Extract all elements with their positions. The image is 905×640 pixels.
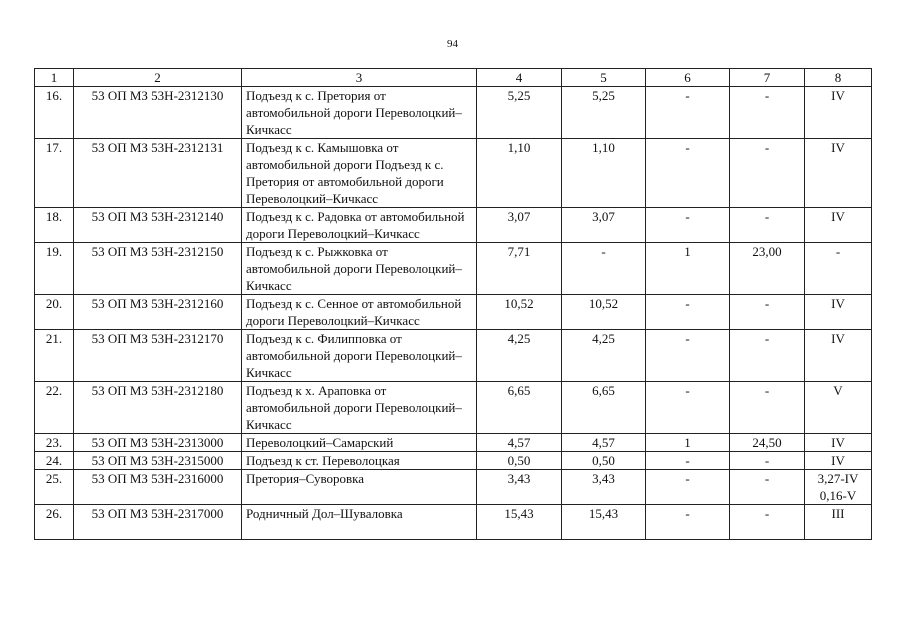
table-row <box>35 452 872 470</box>
row-number: 22. <box>35 382 74 434</box>
row-number: 25. <box>35 470 74 505</box>
road-code: 53 ОП МЗ 53Н-2312170 <box>74 330 242 382</box>
cell-col7: - <box>730 470 805 505</box>
cell-col5: 15,43 <box>562 505 646 540</box>
column-header: 1 <box>35 69 74 87</box>
row-number: 20. <box>35 295 74 330</box>
road-code: 53 ОП МЗ 53Н-2315000 <box>74 452 242 470</box>
cell-col4: 10,52 <box>477 295 562 330</box>
row-number: 16. <box>35 87 74 139</box>
cell-col7: 24,50 <box>730 434 805 452</box>
column-header: 6 <box>646 69 730 87</box>
roads-table <box>34 68 872 540</box>
cell-col5: 10,52 <box>562 295 646 330</box>
column-header: 5 <box>562 69 646 87</box>
cell-col7: - <box>730 330 805 382</box>
cell-category: IV <box>805 330 872 382</box>
cell-col4: 3,07 <box>477 208 562 243</box>
road-code: 53 ОП МЗ 53Н-2316000 <box>74 470 242 505</box>
cell-col6: 1 <box>646 243 730 295</box>
road-code: 53 ОП МЗ 53Н-2317000 <box>74 505 242 540</box>
table-row <box>35 139 872 208</box>
table-row <box>35 243 872 295</box>
cell-col7: - <box>730 208 805 243</box>
cell-col5: 0,50 <box>562 452 646 470</box>
cell-category: IV <box>805 434 872 452</box>
cell-col5: - <box>562 243 646 295</box>
cell-category: IV <box>805 87 872 139</box>
row-number: 23. <box>35 434 74 452</box>
road-code: 53 ОП МЗ 53Н-2312150 <box>74 243 242 295</box>
road-code: 53 ОП МЗ 53Н-2312160 <box>74 295 242 330</box>
road-code: 53 ОП МЗ 53Н-2312130 <box>74 87 242 139</box>
cell-category: IV <box>805 295 872 330</box>
row-number: 24. <box>35 452 74 470</box>
road-code: 53 ОП МЗ 53Н-2312140 <box>74 208 242 243</box>
cell-col7: 23,00 <box>730 243 805 295</box>
road-name: Подъезд к с. Рыжковка от автомобильной дороги Переволоцкий–Кичкасс <box>242 243 477 295</box>
cell-category: IV <box>805 452 872 470</box>
cell-col4: 15,43 <box>477 505 562 540</box>
table-row <box>35 87 872 139</box>
cell-col4: 6,65 <box>477 382 562 434</box>
road-name: Переволоцкий–Самарский <box>242 434 477 452</box>
table-row <box>35 208 872 243</box>
road-name: Подъезд к с. Филипповка от автомобильной дороги Переволоцкий–Кичкасс <box>242 330 477 382</box>
cell-col5: 3,07 <box>562 208 646 243</box>
cell-col4: 5,25 <box>477 87 562 139</box>
cell-col7: - <box>730 295 805 330</box>
road-name: Подъезд к с. Претория от автомобильной дороги Переволоцкий–Кичкасс <box>242 87 477 139</box>
cell-col4: 0,50 <box>477 452 562 470</box>
cell-col6: - <box>646 208 730 243</box>
cell-col6: - <box>646 452 730 470</box>
row-number: 17. <box>35 139 74 208</box>
cell-col6: - <box>646 139 730 208</box>
cell-category: V <box>805 382 872 434</box>
cell-category: - <box>805 243 872 295</box>
cell-col6: - <box>646 295 730 330</box>
table-row <box>35 505 872 540</box>
row-number: 26. <box>35 505 74 540</box>
cell-category: 3,27-IV 0,16-V <box>805 470 872 505</box>
road-name: Родничный Дол–Шуваловка <box>242 505 477 540</box>
column-header: 8 <box>805 69 872 87</box>
road-name: Подъезд к с. Радовка от автомобильной дороги Переволоцкий–Кичкасс <box>242 208 477 243</box>
cell-category: IV <box>805 139 872 208</box>
table-body <box>35 87 872 540</box>
cell-col6: - <box>646 505 730 540</box>
table-header-row <box>35 69 872 87</box>
cell-col6: - <box>646 87 730 139</box>
cell-col5: 3,43 <box>562 470 646 505</box>
cell-col7: - <box>730 452 805 470</box>
cell-col4: 7,71 <box>477 243 562 295</box>
cell-category: III <box>805 505 872 540</box>
cell-col7: - <box>730 382 805 434</box>
table-row <box>35 330 872 382</box>
cell-col6: - <box>646 382 730 434</box>
row-number: 19. <box>35 243 74 295</box>
cell-col6: 1 <box>646 434 730 452</box>
cell-col5: 4,25 <box>562 330 646 382</box>
cell-col5: 4,57 <box>562 434 646 452</box>
table-row <box>35 434 872 452</box>
table-row <box>35 470 872 505</box>
cell-col6: - <box>646 470 730 505</box>
table-row <box>35 295 872 330</box>
road-code: 53 ОП МЗ 53Н-2312131 <box>74 139 242 208</box>
road-name: Подъезд к с. Камышовка от автомобильной дороги Подъезд к с. Претория от автомобильной дороги Переволоцкий–Кичкасс <box>242 139 477 208</box>
road-code: 53 ОП МЗ 53Н-2313000 <box>74 434 242 452</box>
row-number: 21. <box>35 330 74 382</box>
cell-col5: 5,25 <box>562 87 646 139</box>
cell-col6: - <box>646 330 730 382</box>
cell-col4: 1,10 <box>477 139 562 208</box>
cell-col4: 3,43 <box>477 470 562 505</box>
cell-col7: - <box>730 505 805 540</box>
page-number: 94 <box>447 38 458 50</box>
cell-col7: - <box>730 139 805 208</box>
road-name: Подъезд к с. Сенное от автомобильной дороги Переволоцкий–Кичкасс <box>242 295 477 330</box>
road-name: Претория–Суворовка <box>242 470 477 505</box>
cell-col5: 6,65 <box>562 382 646 434</box>
road-name: Подъезд к х. Араповка от автомобильной дороги Переволоцкий–Кичкасс <box>242 382 477 434</box>
cell-col4: 4,25 <box>477 330 562 382</box>
cell-category: IV <box>805 208 872 243</box>
column-header: 4 <box>477 69 562 87</box>
cell-col4: 4,57 <box>477 434 562 452</box>
column-header: 2 <box>74 69 242 87</box>
cell-col5: 1,10 <box>562 139 646 208</box>
column-header: 7 <box>730 69 805 87</box>
column-header: 3 <box>242 69 477 87</box>
cell-col7: - <box>730 87 805 139</box>
road-name: Подъезд к ст. Переволоцкая <box>242 452 477 470</box>
row-number: 18. <box>35 208 74 243</box>
road-code: 53 ОП МЗ 53Н-2312180 <box>74 382 242 434</box>
table-row <box>35 382 872 434</box>
